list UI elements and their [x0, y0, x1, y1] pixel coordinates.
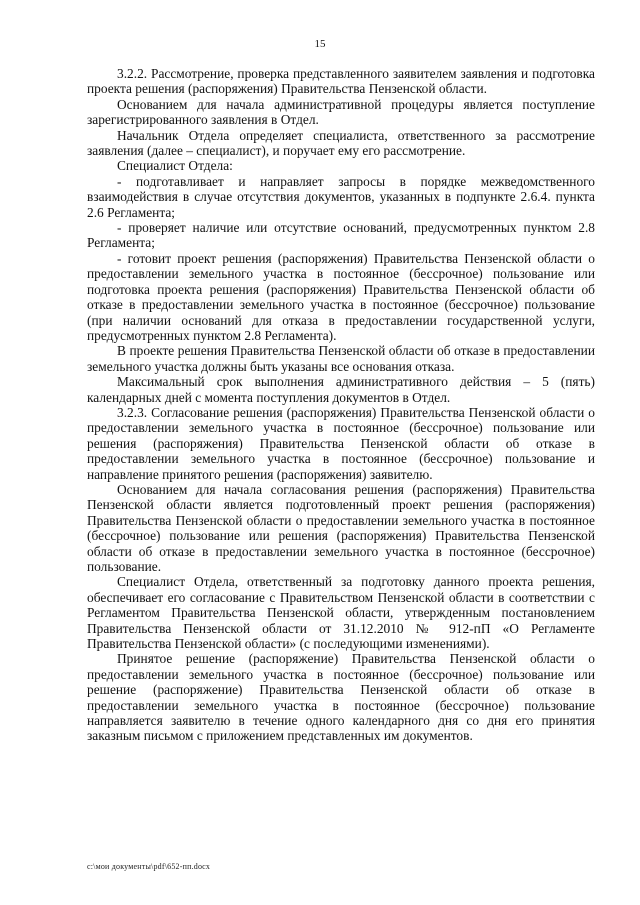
- paragraph-specialist-ensures-approval: Специалист Отдела, ответственный за подготовку данного проекта решения, обеспечивает его согласование с Правительством Пензенской области в соответствии с Регламентом Правительства Пензенской области, утвержденным постановлением Правительства Пензенской области от 31.12.2010 № 912-пП «О Регламенте Правительства Пензенской области» (с последующими изменениями).: [87, 574, 595, 652]
- paragraph-head-assigns-specialist: Начальник Отдела определяет специалиста, ответственного за рассмотрение заявления (далее – специалист), и поручает ему его рассмотрение.: [87, 127, 595, 159]
- paragraph-decision-sent: Принятое решение (распоряжение) Правительства Пензенской области о предоставлении земельного участка в постоянное (бессрочное) пользование или решение (распоряжение) Правительства Пензенской области об отказе в предоставлении земельного участка в постоянное (бессрочное) пользование направляется заявителю в течение одного календарного дня со дня его принятия заказным письмом с приложением представленных им документов.: [87, 651, 595, 744]
- footer-file-path: c:\мои документы\pdf\652-пп.docx: [87, 862, 211, 871]
- paragraph-list-item-checks: - проверяет наличие или отсутствие оснований, предусмотренных пунктом 2.8 Регламента;: [87, 220, 595, 251]
- paragraph-approval-basis: Основанием для начала согласования решения (распоряжения) Правительства Пензенской области является подготовленный проект решения (распоряжения) Правительства Пензенской области о предоставлении земельного участка в постоянное (бессрочное) пользование или решения (распоряжения) Правительства Пензенской области об отказе в предоставлении земельного участка в постоянное (бессрочное) пользование.: [87, 481, 595, 574]
- document-body: [87, 66, 595, 744]
- paragraph-procedure-basis: Основанием для начала административной процедуры является поступление зарегистрированного заявления в Отдел.: [87, 96, 595, 128]
- page-number: 15: [314, 38, 326, 50]
- paragraph-max-duration: Максимальный срок выполнения административного действия – 5 (пять) календарных дней с момента поступления документов в Отдел.: [87, 374, 595, 405]
- paragraph-specialist-intro: Специалист Отдела:: [117, 158, 233, 174]
- paragraph-3-2-3-heading: 3.2.3. Согласование решения (распоряжения) Правительства Пензенской области о предоставлении земельного участка в постоянное (бессрочное) пользование или решения (распоряжения) Правительства Пензенской области об отказе в предоставлении земельного участка в постоянное (бессрочное) пользование и направление принятого решения (распоряжения) заявителю.: [87, 404, 595, 482]
- paragraph-list-item-prepares-draft: - готовит проект решения (распоряжения) Правительства Пензенской области о предоставлении земельного участка в постоянное (бессрочное) пользование или подготовка проекта решения (распоряжения) Правительства Пензенской области об отказе в предоставлении земельного участка в постоянное (бессрочное) пользование (при наличии оснований для отказа в предоставлении государственной услуги, предусмотренных пунктом 2.8 Регламента).: [87, 250, 595, 343]
- paragraph-3-2-2-heading: 3.2.2. Рассмотрение, проверка представленного заявителем заявления и подготовка проекта решения (распоряжения) Правительства Пензенской области.: [87, 66, 595, 97]
- paragraph-list-item-requests: - подготавливает и направляет запросы в порядке межведомственного взаимодействия в случае отсутствия документов, указанных в подпункте 2.6.4. пункта 2.6 Регламента;: [87, 173, 595, 220]
- paragraph-refusal-grounds: В проекте решения Правительства Пензенской области об отказе в предоставлении земельного участка должны быть указаны все основания отказа.: [87, 343, 595, 374]
